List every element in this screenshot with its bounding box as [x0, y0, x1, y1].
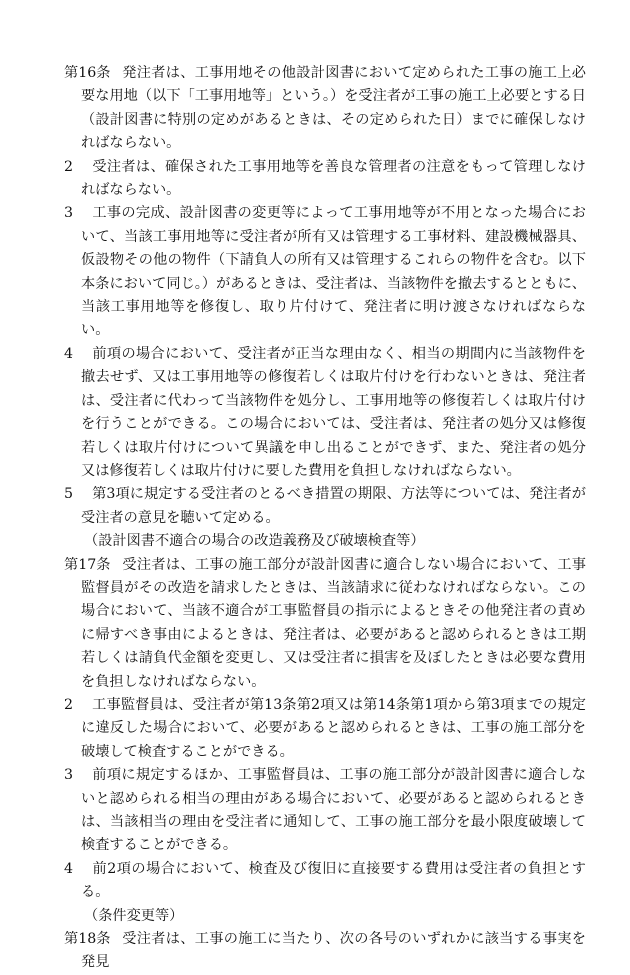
article-number: 第18条	[64, 931, 111, 948]
paragraph-text: 第3項に規定する受注者のとるべき措置の期限、方法等については、発注者が受注者の意見を聴いて定める。	[81, 486, 586, 526]
paragraph-number: 4	[64, 860, 74, 877]
article-17	[64, 530, 586, 905]
article-16-main	[64, 62, 586, 156]
article-16	[64, 62, 586, 530]
document-page	[64, 62, 586, 975]
article-number: 第17条	[64, 556, 111, 573]
article-number: 第16条	[64, 65, 111, 81]
article-16-paragraph-3	[64, 202, 586, 342]
article-text: 受注者は、工事の施工に当たり、次の各号のいずれかに該当する事実を発見	[81, 931, 586, 971]
paragraph-text: 受注者は、確保された工事用地等を善良な管理者の注意をもって管理しなければならない。	[81, 158, 586, 199]
paragraph-number: 2	[64, 696, 74, 713]
article-18-main	[64, 928, 586, 975]
article-16-paragraph-4	[64, 343, 586, 483]
article-17-paragraph-4	[64, 858, 586, 905]
article-17-paragraph-3	[64, 764, 586, 858]
paragraph-number: 4	[64, 345, 74, 362]
paragraph-text: 前項に規定するほか、工事監督員は、工事の施工部分が設計図書に適合しないと認められる相当の理由がある場合において、必要があると認められるときは、当該相当の理由を受注者に通知して、工事の施工部分を最小限度破壊して検査することができる。	[81, 767, 586, 854]
article-text: 受注者は、工事の施工部分が設計図書に適合しない場合において、工事監督員がその改造を請求したときは、当該請求に従わなければならない。この場合において、当該不適合が工事監督員の指示によるときその他発注者の責めに帰すべき事由によるときは、発注者は、必要があると認められるときは工期若しくは請負代金額を変更し、又は受注者に損害を及ぼしたときは必要な費用を負担しなければならない。	[81, 556, 586, 690]
article-text: 発注者は、工事用地その他設計図書において定められた工事の施工上必要な用地（以下「工事用地等」という。）を受注者が工事の施工上必要とする日（設計図書に特別の定めがあるときは、その定められた日）までに確保しなければならない。	[81, 65, 586, 152]
paragraph-number: 2	[64, 158, 74, 175]
paragraph-number: 3	[64, 767, 74, 784]
article-17-main	[64, 554, 586, 694]
article-16-paragraph-2	[64, 156, 586, 203]
article-17-paragraph-2	[64, 694, 586, 764]
paragraph-text: 前項の場合において、受注者が正当な理由なく、相当の期間内に当該物件を撤去せず、又は工事用地等の修復若しくは取片付けを行わないときは、発注者は、受注者に代わって当該物件を処分し、工事用地等の修復若しくは取片付けを行うことができる。この場合においては、受注者は、発注者の処分又は修復若しくは取片付けについて異議を申し出ることができず、また、発注者の処分又は修復若しくは取片付けに要した費用を負担しなければならない。	[81, 345, 586, 479]
paragraph-number: 3	[64, 205, 74, 222]
article-caption: （設計図書不適合の場合の改造義務及び破壊検査等）	[84, 533, 425, 550]
paragraph-text: 工事監督員は、受注者が第13条第2項又は第14条第1項から第3項までの規定に違反した場合において、必要があると認められるときは、工事の施工部分を破壊して検査することができる。	[81, 696, 586, 760]
article-caption: （条件変更等）	[84, 907, 184, 924]
article-18	[64, 905, 586, 975]
paragraph-text: 前2項の場合において、検査及び復旧に直接要する費用は受注者の負担とする。	[81, 860, 586, 901]
article-16-paragraph-5	[64, 483, 586, 530]
paragraph-number: 5	[64, 486, 74, 503]
paragraph-text: 工事の完成、設計図書の変更等によって工事用地等が不用となった場合において、当該工事用地等に受注者が所有又は管理する工事材料、建設機械器具、仮設物その他の物件（下請負人の所有又は管理するこれらの物件を含む。以下本条において同じ。）があるときは、受注者は、当該物件を撤去するとともに、当該工事用地等を修復し、取り片付けて、発注者に明け渡さなければならない。	[81, 205, 586, 339]
